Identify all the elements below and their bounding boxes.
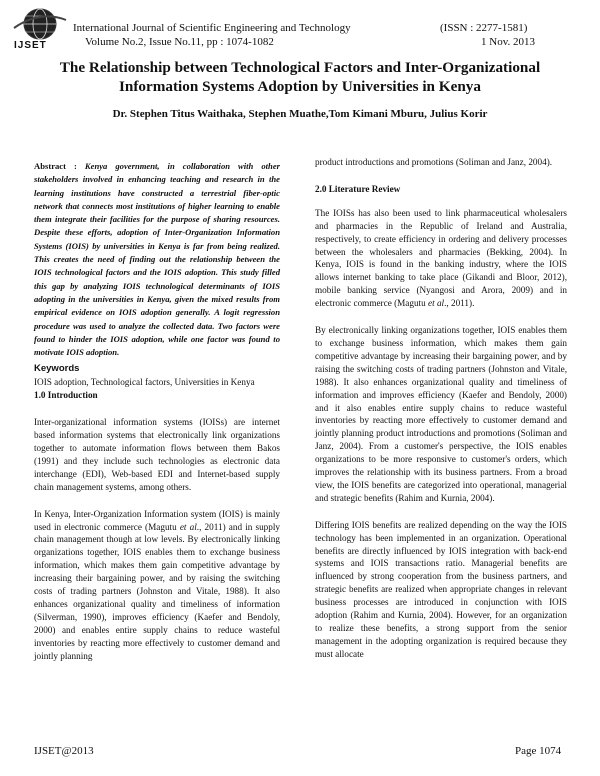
intro-paragraph-2-etal: et al	[179, 521, 197, 532]
intro-paragraph-2-part-a: In Kenya, Inter-Organization Information system (IOIS) is mainly used in electronic commerce (Magutu	[34, 508, 280, 532]
paper-title-line-1: The Relationship between Technological Factors and Inter-Organizational	[59, 59, 541, 76]
keywords-heading: Keywords	[34, 363, 80, 375]
literature-review-heading: 2.0 Literature Review	[315, 183, 401, 194]
lit-paragraph-3: Differing IOIS benefits are realized depending on the way the IOIS technology has been implemented in an organization. Operational benefits are directly influenced by IOIS integration with back-end systems and IOIS transactions ratio. Managerial benefits are influenced by strong cooperation from the business partners, and strategic benefits are realized when appropriate changes in relevant business processes are introduced in conjunction with IOIS adoption (Rahim and Kurnia, 2004). However, for an organization to realize these benefits, a strong support from the senior management in the adopting organization is required because they must allocate	[315, 519, 567, 659]
paper-title	[0, 58, 600, 96]
continued-paragraph: product introductions and promotions (Soliman and Janz, 2004).	[315, 157, 553, 167]
logo-text: IJSET	[14, 40, 47, 51]
abstract	[34, 160, 280, 359]
keywords-list: IOIS adoption, Technological factors, Universities in Kenya	[34, 377, 255, 388]
right-column	[315, 156, 567, 661]
intro-paragraph-1: Inter-organizational information systems (IOISs) are internet based information systems that electronically link organizations together to automate information flows between them Bakos (1991) and they include such technologies as electronic data interchange (EDI), Web-based EDI and Internet-based supply chain management systems, among others.	[34, 417, 280, 492]
intro-paragraph-2	[34, 508, 280, 663]
footer-page-number: Page 1074	[515, 745, 562, 757]
issn: (ISSN : 2277-1581)	[440, 22, 528, 34]
issue-date: 1 Nov. 2013	[481, 36, 535, 48]
intro-paragraph-2-part-b: ., 2011) and in supply chain management though at low levels. By electronically linking organizations together, IOIS enables them to exchange business information, which makes them gain competitive advantage by increasing their bargaining power, and by raising the switching costs of trading partners (Johnston and Vitale, 1988). It also enhances organizational quality and timeliness of information (Silverman, 1990), improves efficiency (Kaefer and Bendoly, 2000) and enables entire supply chains to reduce wasteful inventories by reacting more effectively to customer demand and jointly planning	[34, 521, 280, 661]
journal-name: International Journal of Scientific Engineering and Technology	[73, 22, 351, 34]
left-column	[34, 160, 280, 662]
lit-paragraph-1-part-b: ., 2011).	[444, 298, 475, 309]
paper-title-line-2: Information Systems Adoption by Universities in Kenya	[118, 78, 481, 95]
lit-paragraph-1	[315, 207, 567, 310]
lit-paragraph-1-part-a: The IOISs has also been used to link pharmaceutical wholesalers and pharmacies in the Republic of Ireland and Australia, respectively, to create efficiency in ordering and delivery processes between the wholesalers and pharmacies (Bekking, 2004). In Kenya, IOIS is found in the banking industry, where the IOIS allows internet banking to take place (Gikandi and Bloor, 2012), mobile banking service (Nyangosi and Arora, 2009) and in electronic commerce (Magutu	[315, 207, 567, 309]
abstract-text: Kenya government, in collaboration with other stakeholders involved in enhancing teaching and research in the learning institutions have constructed a terrestrial fiber-optic network that connects most institutions of higher learning to enable them integrate their facilities for the purpose of sharing resources. Despite these efforts, adoption of Inter-Organization Information Systems (IOIS) by universities in Kenya is far from being realized. This creates the need of finding out the relationship between the IOIS technological factors and the IOIS adoption. This study filled this gap by analyzing IOIS technological determinants of IOIS adopting in the universities in Kenya, given the mixed results from empirical evidence on IOIS adoption generally. A logit regression procedure was used to analyze the collected data. Two factors were found to hinder the IOIS adoption, while one factor was found to motivate IOIS adoption.	[34, 161, 280, 358]
abstract-label: Abstract :	[34, 161, 77, 171]
lit-paragraph-2: By electronically linking organizations together, IOIS enables them to exchange business information, which makes them gain competitive advantage by increasing their bargaining power, and by raising the switching costs of trading partners (Johnston and Vitale, 1988). It also enhances organizational quality and timeliness of information and improves efficiency (Kaefer and Bendoly, 2000) and it also enables entire supply chains to reduce wasteful inventories by reacting more effectively to customer demand and jointly planning product introductions and promotions (Soliman and Janz, 2004). From a customer's perspective, the IOIS enables organizations to be more responsive to customer's orders, which improves the relationship with its business partners. From a broad view, the IOIS benefits are categorized into operational, managerial and strategic benefits (Rahim and Kurnia, 2004).	[315, 325, 567, 503]
authors: Dr. Stephen Titus Waithaka, Stephen Muathe,Tom Kimani Mburu, Julius Korir	[112, 108, 488, 120]
introduction-heading: 1.0 Introduction	[34, 390, 98, 401]
volume-issue-pages: Volume No.2, Issue No.11, pp : 1074-1082	[85, 36, 274, 48]
footer-copyright: IJSET@2013	[34, 745, 94, 757]
lit-paragraph-1-etal: et al	[428, 298, 445, 309]
